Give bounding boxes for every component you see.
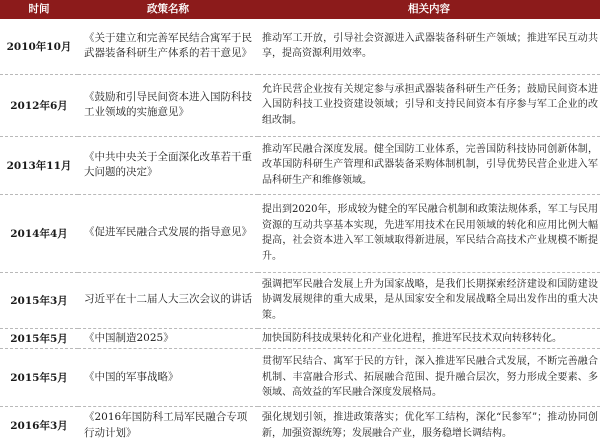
cell-content: 推动军工开放，引导社会资源进入武器装备科研生产领域；推进军民互动共享，提高资源利用效率。 [262,32,598,60]
table-row [0,136,600,194]
cell-policy-name: 《中共中央关于全面深化改革若干重大问题的决定》 [84,150,252,178]
cell-policy-name: 《关于建立和完善军民结合寓军于民武器装备科研生产体系的若干意见》 [84,31,252,60]
cell-time: 2016年3月 [10,420,68,433]
cell-policy-name: 习近平在十二届人大三次会议的讲话 [84,293,252,306]
cell-content: 贯彻军民结合、寓军于民的方针，深入推进军民融合式发展，不断完善融合机制、丰富融合形式、拓展融合范围、提升融合层次，努力形成全要素、多领域、高效益的军民融合深度发展格局。 [262,356,598,399]
cell-content: 提出到2020年，形成较为健全的军民融合机制和政策法规体系，军工与民用资源的互动共享基本实现，先进军用技术在民用领域的转化和应用比例大幅提高，社会资本进入军工领域取得新进展，军民结合高技术产业规模不断提升。 [262,204,598,262]
table-row [0,407,600,445]
cell-content: 推动军民融合深度发展。健全国防工业体系，完善国防科技协同创新体制，改革国防科研生产管理和武器装备采购体制机制，引导优势民营企业进入军品科研生产和维修领域。 [262,143,598,186]
table-row [0,19,600,74]
table-row [0,194,600,272]
cell-policy-name: 《鼓励和引导民间资本进入国防科技工业领域的实施意见》 [84,90,252,118]
cell-time: 2015年5月 [10,372,68,384]
cell-content: 加快国防科技成果转化和产业化进程，推进军民技术双向转移转化。 [262,332,562,344]
header-content: 相关内容 [408,3,450,15]
cell-time: 2015年3月 [10,294,68,307]
table-row [0,272,600,328]
table-row [0,349,600,407]
table-header-row [0,0,600,19]
cell-policy-name: 《2016年国防科工局军民融合专项行动计划》 [84,411,248,439]
cell-policy-name: 《促进军民融合式发展的指导意见》 [84,226,252,239]
cell-content: 允许民营企业按有关规定参与承担武器装备科研生产任务；鼓励民间资本进入国防科技工业投资建设领域；引导和支持民间资本有序参与军工企业的改组改制。 [262,83,598,126]
cell-time: 2014年4月 [10,227,68,240]
cell-time: 2012年6月 [10,99,68,112]
cell-time: 2015年5月 [10,332,68,345]
cell-time: 2010年10月 [6,40,72,53]
table-row [0,328,600,349]
cell-policy-name: 《中国的军事战略》 [84,370,179,383]
table-row [0,74,600,136]
cell-content: 强调把军民融合发展上升为国家战略，是我们长期探索经济建设和国防建设协调发展规律的重大成果，是从国家安全和发展战略全局出发作出的重大决策。 [262,278,598,321]
header-time: 时间 [28,3,50,15]
header-policy-name: 政策名称 [147,3,189,15]
cell-content: 强化规划引领，推进政策落实；优化军工结构，深化“民参军”；推动协同创新，加强资源统筹；发展融合产业，服务稳增长调结构。 [262,412,598,439]
cell-policy-name: 《中国制造2025》 [84,331,174,344]
cell-time: 2013年11月 [6,159,72,172]
